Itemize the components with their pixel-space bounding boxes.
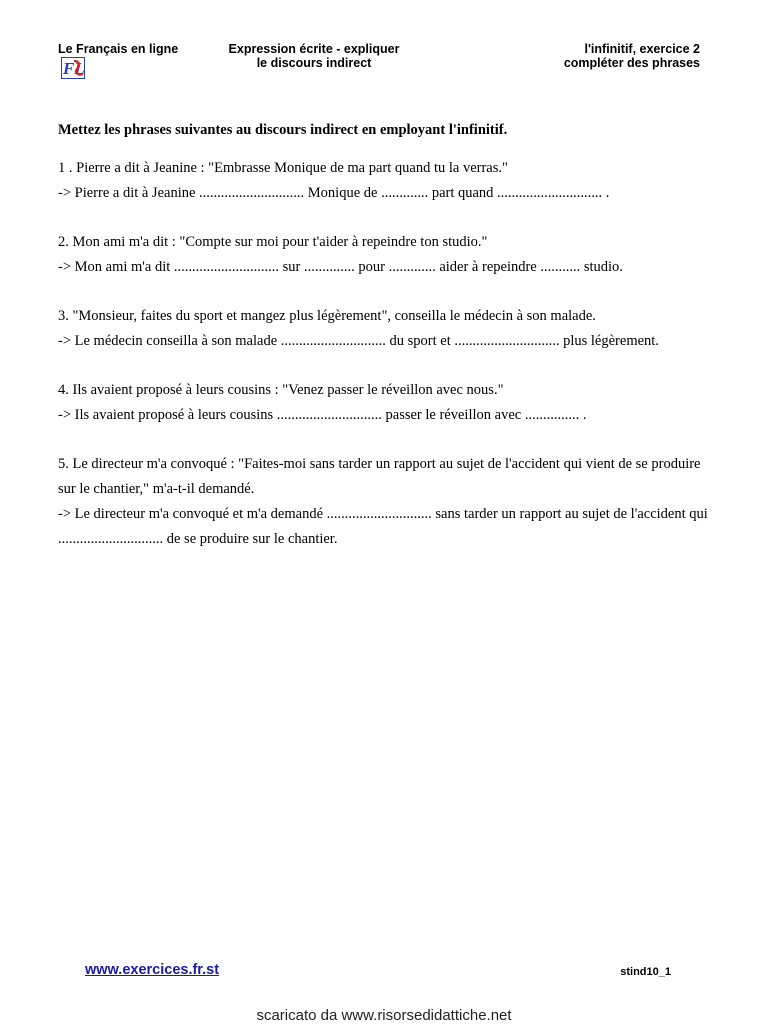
exercise-answer-line: -> Le médecin conseilla à son malade ............................. du sport et ............................. plus légèrement. xyxy=(58,333,659,349)
exercise-item xyxy=(58,452,718,552)
instruction: Mettez les phrases suivantes au discours indirect en employant l'infinitif. xyxy=(58,122,508,138)
exercise-title-line1: l'infinitif, exercice 2 xyxy=(584,42,700,56)
exercise-prompt: 2. Mon ami m'a dit : "Compte sur moi pour t'aider à repeindre ton studio." xyxy=(58,234,488,250)
exercise-answer-line: -> Mon ami m'a dit ............................. sur .............. pour ............. aider à repeindre ........... studio. xyxy=(58,259,623,275)
exercise-prompt: 5. Le directeur m'a convoqué : "Faites-moi sans tarder un rapport au sujet de l'accident qui vient de se produire sur le chantier," m'a-t-il demandé. xyxy=(58,456,701,497)
page-header xyxy=(0,42,768,82)
exercise-prompt: 4. Ils avaient proposé à leurs cousins : "Venez passer le réveillon avec nous." xyxy=(58,382,504,398)
exercise-title xyxy=(564,42,700,70)
footer-site-link[interactable]: www.exercices.fr.st xyxy=(85,962,220,978)
exercise-prompt: 1 . Pierre a dit à Jeanine : "Embrasse Monique de ma part quand tu la verras." xyxy=(58,160,508,176)
worksheet-body xyxy=(58,118,718,576)
exercise-answer-line: -> Pierre a dit à Jeanine ............................. Monique de ............. part quand ............................. . xyxy=(58,185,610,201)
site-logo-icon xyxy=(61,57,85,79)
exercise-item xyxy=(58,304,718,354)
logo-letter-f: FL xyxy=(63,59,85,78)
exercise-prompt: 3. "Monsieur, faites du sport et mangez plus légèrement", conseilla le médecin à son malade. xyxy=(58,308,596,324)
document-code: stind10_1 xyxy=(620,966,671,978)
topic-title xyxy=(192,42,436,70)
exercise-answer-line: -> Ils avaient proposé à leurs cousins ............................. passer le réveillon avec ............... . xyxy=(58,407,587,423)
topic-title-line1: Expression écrite - expliquer xyxy=(228,42,400,56)
topic-title-line2: le discours indirect xyxy=(256,56,372,70)
exercise-title-line2: compléter des phrases xyxy=(563,56,700,70)
download-source-note: scaricato da www.risorsedidattiche.net xyxy=(256,1007,512,1024)
exercise-item xyxy=(58,230,718,280)
site-title: Le Français en ligne xyxy=(58,42,179,56)
exercise-item xyxy=(58,378,718,428)
exercise-answer-line: -> Le directeur m'a convoqué et m'a demandé ............................. sans tarder un rapport au sujet de l'accident qui ............................. de se produire sur le chantier. xyxy=(58,506,708,547)
exercise-item xyxy=(58,156,718,206)
